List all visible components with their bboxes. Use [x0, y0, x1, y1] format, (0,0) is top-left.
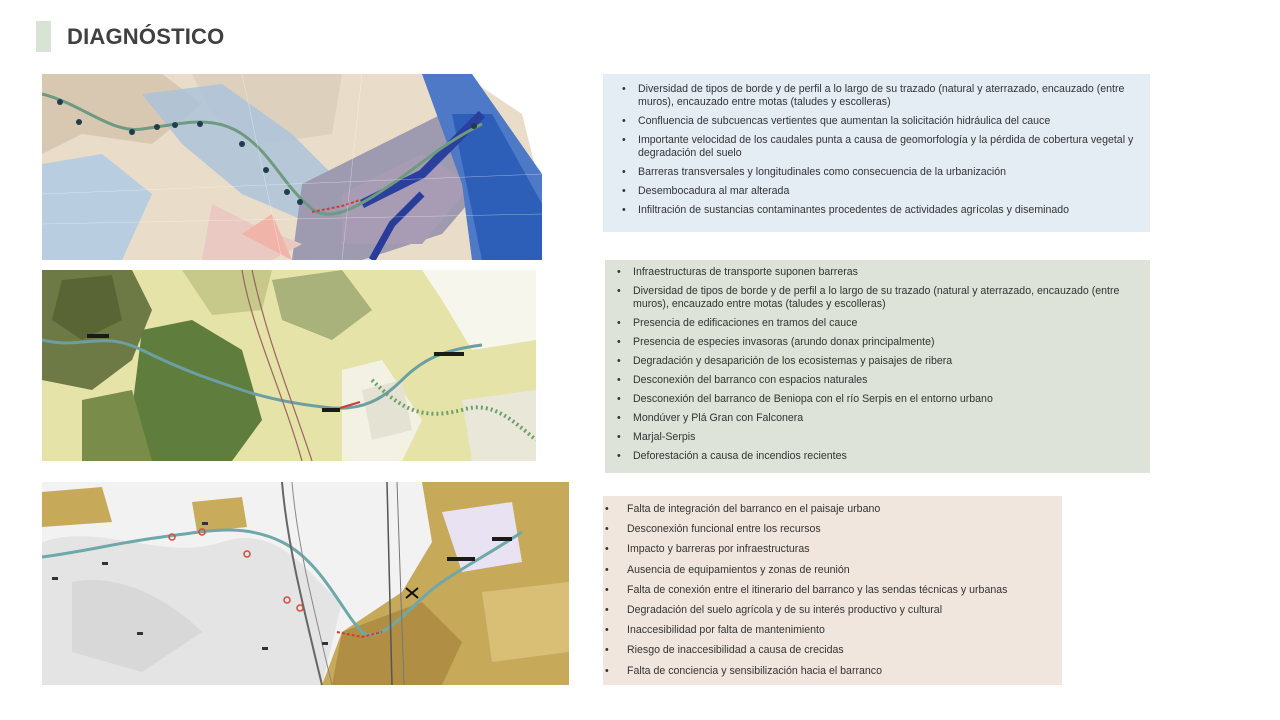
list-item: • Desembocadura al mar alterada — [616, 185, 1142, 198]
diagnosis-panel-vegetation — [605, 260, 1150, 473]
list-item: • Desconexión del barranco con espacios naturales — [611, 374, 1142, 387]
list-item: • Infraestructuras de transporte suponen barreras — [611, 266, 1142, 279]
list-item: • Degradación y desaparición de los ecosistemas y paisajes de ribera — [611, 355, 1142, 368]
list-item: • Desconexión funcional entre los recursos — [603, 523, 1054, 536]
page-title: DIAGNÓSTICO — [67, 24, 225, 49]
diagnosis-panel-urban — [603, 496, 1062, 685]
diagnosis-panel-hydrology — [603, 74, 1150, 232]
map-hydrology — [42, 74, 542, 260]
list-item: • Ausencia de equipamientos y zonas de reunión — [603, 564, 1054, 577]
title-accent-bar — [36, 21, 51, 52]
list-item: • Presencia de edificaciones en tramos del cauce — [611, 317, 1142, 330]
list-item: • Diversidad de tipos de borde y de perfil a lo largo de su trazado (natural y aterrazado, encauzado (entre muros), encauzado entre motas (taludes y escolleras) — [616, 83, 1142, 109]
list-item: • Falta de conciencia y sensibilización hacia el barranco — [603, 665, 1054, 678]
list-item: • Infiltración de sustancias contaminantes procedentes de actividades agrícolas y diseminado — [616, 204, 1142, 217]
list-item: • Falta de conexión entre el itinerario del barranco y las sendas técnicas y urbanas — [603, 584, 1054, 597]
list-item: • Desconexión del barranco de Beniopa con el río Serpis en el entorno urbano — [611, 393, 1142, 406]
list-item: • Inaccesibilidad por falta de mantenimiento — [603, 624, 1054, 637]
list-item: • Deforestación a causa de incendios recientes — [611, 450, 1142, 463]
list-item: • Riesgo de inaccesibilidad a causa de crecidas — [603, 644, 1054, 657]
map-urban — [42, 482, 569, 685]
list-item: • Falta de integración del barranco en el paisaje urbano — [603, 503, 1054, 516]
list-item: • Mondúver y Plá Gran con Falconera — [611, 412, 1142, 425]
map-vegetation — [42, 270, 536, 461]
list-item: • Confluencia de subcuencas vertientes que aumentan la solicitación hidráulica del cauce — [616, 115, 1142, 128]
list-item: • Degradación del suelo agrícola y de su interés productivo y cultural — [603, 604, 1054, 617]
list-item: • Presencia de especies invasoras (arundo donax principalmente) — [611, 336, 1142, 349]
list-item: • Barreras transversales y longitudinales como consecuencia de la urbanización — [616, 166, 1142, 179]
list-item: • Importante velocidad de los caudales punta a causa de geomorfología y la pérdida de cobertura vegetal y degradación del suelo — [616, 134, 1142, 160]
list-item: • Diversidad de tipos de borde y de perfil a lo largo de su trazado (natural y aterrazado, encauzado (entre muros), encauzado entre motas (taludes y escolleras) — [611, 285, 1142, 311]
list-item: • Marjal-Serpis — [611, 431, 1142, 444]
list-item: • Impacto y barreras por infraestructuras — [603, 543, 1054, 556]
